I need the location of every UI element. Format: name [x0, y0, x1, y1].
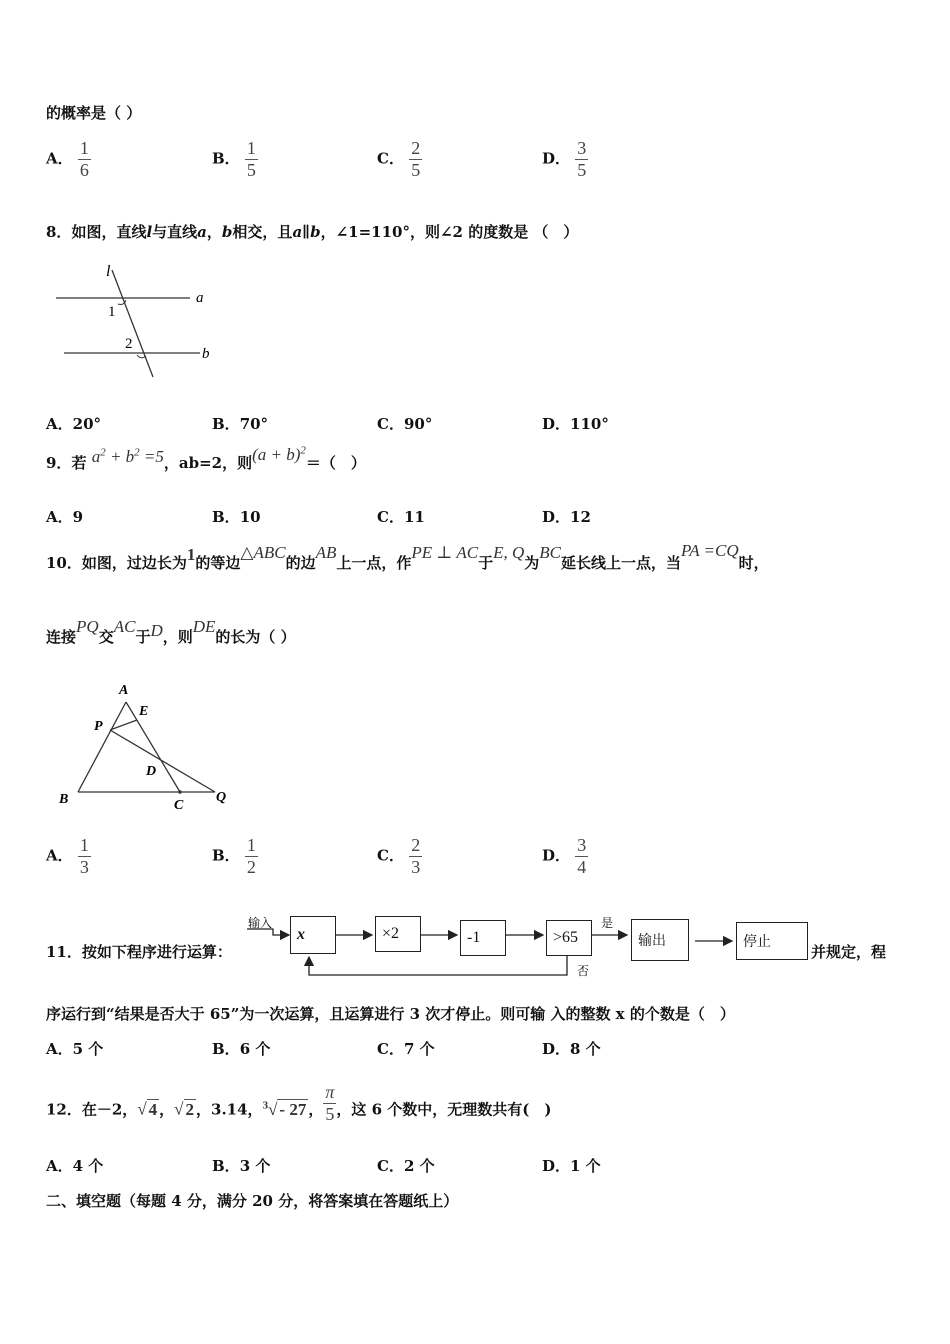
- option-label: A．: [46, 415, 73, 433]
- option-label: C．: [377, 1040, 404, 1058]
- q9-option-a[interactable]: [46, 506, 83, 527]
- denominator: 3: [411, 857, 421, 877]
- option-text: 1 个: [570, 1157, 601, 1175]
- option-text: 6 个: [239, 1040, 271, 1058]
- q11-option-c[interactable]: [377, 1038, 435, 1059]
- q8-option-a[interactable]: [46, 413, 101, 434]
- q10-stem-line1: [46, 541, 769, 573]
- q7-option-b[interactable]: [212, 138, 258, 181]
- text: 的长为（ ）: [215, 628, 296, 646]
- denominator: 4: [577, 857, 587, 877]
- expr-a2-b2: [92, 447, 164, 466]
- label-p: P: [94, 719, 103, 734]
- flow-box-gt65: >65: [546, 920, 592, 956]
- text: ＝（ ）: [305, 454, 366, 472]
- numerator: 1: [246, 138, 256, 158]
- option-label: A．: [46, 1040, 73, 1058]
- option-text: 12: [570, 508, 591, 526]
- label-l: l: [106, 263, 111, 280]
- text: 与直线: [152, 223, 198, 241]
- numerator: 3: [577, 835, 587, 855]
- denominator: 6: [79, 160, 89, 180]
- text: ，则: [162, 628, 193, 646]
- pi-over-5: [323, 1082, 336, 1125]
- math-de: DE: [192, 617, 216, 636]
- option-text: 3 个: [239, 1157, 271, 1175]
- q12-stem: [46, 1082, 552, 1125]
- question-number: 11．: [46, 943, 82, 961]
- math-perp: PE ⊥ AC: [411, 543, 479, 562]
- option-label: C．: [377, 415, 404, 433]
- denominator: 5: [411, 160, 421, 180]
- label-c: C: [174, 798, 184, 813]
- q8-option-c[interactable]: [377, 413, 432, 434]
- denominator: 5: [246, 160, 256, 180]
- text: 延长线上一点，当: [561, 554, 682, 572]
- q12-option-b[interactable]: [212, 1155, 270, 1176]
- text: ，∠1=110°，则∠2 的度数是 （ ）: [320, 223, 579, 241]
- q10-figure: [55, 680, 240, 815]
- radicand: - 27: [279, 1099, 307, 1119]
- denominator: 5: [325, 1104, 335, 1124]
- q11-stem-line2: 序运行到“结果是否大于 65”为一次运算，且运算进行 3 次才停止。则可输 入的整数 x 的个数是（ ）: [46, 1005, 735, 1023]
- flow-no-label: 否: [577, 964, 590, 978]
- label-a: a: [196, 290, 204, 306]
- text: 如图，过边长为: [81, 554, 187, 572]
- numerator: 1: [79, 138, 89, 158]
- q9-option-b[interactable]: [212, 506, 261, 527]
- option-label: B．: [212, 1157, 240, 1175]
- q12-option-d[interactable]: [542, 1155, 601, 1176]
- flow-box-stop: 停止: [736, 922, 808, 960]
- math-one: 1: [186, 545, 196, 564]
- option-text: 110°: [570, 415, 609, 433]
- option-text: 10: [239, 508, 261, 526]
- question-number: 9．: [46, 454, 72, 472]
- option-label: A．: [46, 508, 73, 526]
- text: 如图，直线: [71, 223, 147, 241]
- text: ，这 6 个数中，无理数共有( ): [336, 1100, 552, 1119]
- operator: =5: [139, 447, 164, 466]
- text: 若: [71, 454, 87, 472]
- var-l: l: [146, 223, 153, 241]
- option-label: B．: [212, 149, 240, 168]
- option-label: A．: [46, 1157, 73, 1175]
- numerator: π: [325, 1082, 335, 1102]
- q8-stem: [46, 221, 578, 242]
- q9-option-c[interactable]: [377, 506, 425, 527]
- option-label: D．: [542, 149, 571, 168]
- text: ，3.14，: [196, 1100, 263, 1119]
- label-b: B: [59, 792, 69, 807]
- text: 上一点，作: [336, 554, 412, 572]
- math-eq: E, Q: [493, 543, 525, 562]
- question-number: 8．: [46, 223, 72, 241]
- text: 交: [98, 628, 114, 646]
- option-label: B．: [212, 1040, 240, 1058]
- var: a: [91, 447, 101, 466]
- math-triangle: △ABC: [240, 543, 286, 562]
- option-label: B．: [212, 415, 240, 433]
- label-1: 1: [108, 304, 116, 320]
- option-label: D．: [542, 415, 571, 433]
- text: 在－2，: [81, 1100, 138, 1119]
- math-ab: AB: [315, 543, 337, 562]
- denominator: 2: [246, 857, 256, 877]
- side-ab: [78, 702, 126, 792]
- numerator: 2: [411, 138, 421, 158]
- option-label: C．: [377, 1157, 404, 1175]
- denominator: 5: [577, 160, 587, 180]
- text: 为: [524, 554, 540, 572]
- operator: +: [105, 447, 126, 466]
- numerator: 1: [79, 835, 89, 855]
- flow-yes-label: 是: [601, 916, 614, 930]
- text: 的等边: [195, 554, 241, 572]
- option-text: 7 个: [403, 1040, 435, 1058]
- parallel-expr: a∥b: [292, 223, 321, 241]
- option-label: A．: [46, 149, 73, 168]
- q8-option-d[interactable]: [542, 413, 609, 434]
- expr-a-plus-b-sq: [252, 445, 306, 464]
- label-e: E: [139, 704, 149, 719]
- exponent: 2: [100, 446, 106, 459]
- sqrt-4: √ 4: [137, 1099, 158, 1119]
- option-label: C．: [377, 846, 404, 865]
- option-text: 8 个: [570, 1040, 601, 1058]
- var-a: a: [197, 223, 207, 241]
- question-number: 10．: [46, 554, 82, 572]
- text: 按如下程序进行运算：: [81, 943, 232, 961]
- option-text: 2 个: [403, 1157, 435, 1175]
- q8-option-b[interactable]: [212, 413, 268, 434]
- label-d: D: [146, 764, 157, 779]
- label-q: Q: [216, 790, 227, 805]
- text: ，: [308, 1100, 324, 1119]
- segment-pq: [110, 730, 215, 792]
- option-label: D．: [542, 1040, 571, 1058]
- flow-box-x: x: [290, 916, 336, 954]
- q8-figure: [50, 258, 230, 383]
- option-label: A．: [46, 846, 73, 865]
- q7-option-c[interactable]: [377, 138, 422, 181]
- option-text: 4 个: [72, 1157, 104, 1175]
- numerator: 1: [246, 835, 256, 855]
- option-label: B．: [212, 508, 240, 526]
- flow-box-output: 输出: [631, 919, 689, 961]
- section-title: 二、填空题（每题 4 分，满分 20 分，将答案填在答题纸上）: [46, 1192, 459, 1210]
- option-label: D．: [542, 846, 571, 865]
- text: ，: [159, 1100, 175, 1119]
- q10-stem-line2: [46, 617, 296, 647]
- option-text: 5 个: [72, 1040, 104, 1058]
- text: 相交，且: [232, 223, 293, 241]
- text: 于: [135, 628, 151, 646]
- math-d: D: [150, 621, 163, 640]
- flow-box-times2: ×2: [375, 916, 421, 952]
- flow-input-label: 输入: [248, 916, 273, 930]
- text: 于: [478, 554, 494, 572]
- sqrt-2: √ 2: [174, 1099, 195, 1119]
- arrow-input: [247, 929, 289, 935]
- question-number: 12．: [46, 1100, 82, 1119]
- q11-option-a[interactable]: [46, 1038, 103, 1059]
- text: 连接: [46, 628, 77, 646]
- numerator: 3: [577, 138, 587, 158]
- point-c: [178, 790, 182, 794]
- q12-option-c[interactable]: [377, 1155, 435, 1176]
- q12-option-a[interactable]: [46, 1155, 103, 1176]
- q10-option-c[interactable]: [377, 835, 422, 878]
- numerator: 2: [411, 835, 421, 855]
- q7-stem: 的概率是（ ）: [46, 104, 142, 122]
- q11-stem-tail: 并规定，程: [811, 943, 887, 961]
- text: ，ab=2，则: [163, 454, 253, 472]
- option-text: 9: [72, 508, 84, 526]
- q11-option-d[interactable]: [542, 1038, 601, 1059]
- q11-option-b[interactable]: [212, 1038, 270, 1059]
- var: b: [125, 447, 135, 466]
- q7-option-d[interactable]: [542, 138, 588, 181]
- text: ，: [206, 223, 222, 241]
- cube-root-neg27: $^3$√ - 27: [262, 1098, 307, 1119]
- arrow-loop: [309, 955, 567, 975]
- flow-box-minus1: -1: [460, 920, 506, 956]
- label-b: b: [202, 346, 210, 362]
- option-text: 70°: [239, 415, 269, 433]
- q10-option-a[interactable]: [46, 835, 91, 878]
- line-l: [112, 270, 153, 377]
- text: 时，: [738, 554, 769, 572]
- text: 的边: [285, 554, 316, 572]
- option-label: C．: [377, 508, 404, 526]
- label-a: A: [119, 683, 129, 698]
- math-pa-cq: PA =CQ: [681, 541, 739, 560]
- q9-option-d[interactable]: [542, 506, 591, 527]
- root-index: 3: [262, 1098, 269, 1111]
- option-text: 20°: [72, 415, 102, 433]
- math-ac: AC: [113, 617, 136, 636]
- option-label: D．: [542, 1157, 571, 1175]
- q9-stem: [46, 444, 366, 473]
- q10-option-d[interactable]: [542, 835, 588, 878]
- math-bc: BC: [539, 543, 562, 562]
- denominator: 3: [79, 857, 89, 877]
- option-label: B．: [212, 846, 240, 865]
- q11-stem-line1: [46, 941, 232, 962]
- exponent: 2: [134, 446, 140, 459]
- exponent: 2: [300, 444, 306, 457]
- expr: (a + b): [252, 445, 301, 464]
- q7-option-a[interactable]: [46, 138, 91, 181]
- radicand: 2: [185, 1099, 195, 1119]
- option-text: 11: [403, 508, 425, 526]
- radicand: 4: [148, 1099, 158, 1119]
- option-text: 90°: [403, 415, 433, 433]
- var-b: b: [221, 223, 233, 241]
- option-label: C．: [377, 149, 404, 168]
- q10-option-b[interactable]: [212, 835, 258, 878]
- option-label: D．: [542, 508, 571, 526]
- math-pq: PQ: [76, 617, 99, 636]
- label-2: 2: [125, 336, 133, 352]
